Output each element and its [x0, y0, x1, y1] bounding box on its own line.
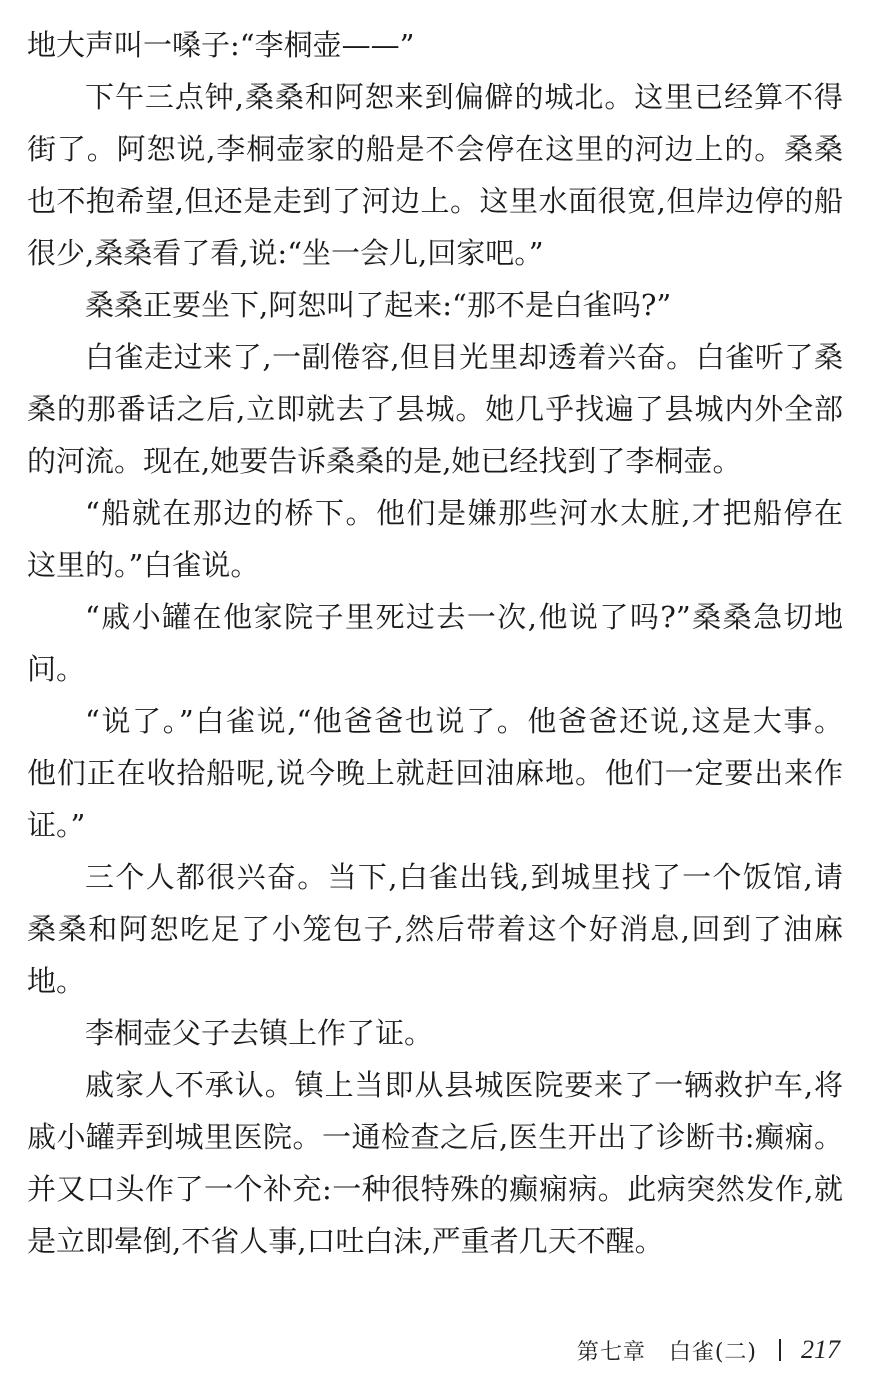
text-line: 桑桑和阿恕吃足了小笼包子,然后带着这个好消息,回到了油麻: [27, 912, 843, 946]
text-line: 并又口头作了一个补充:一种很特殊的癫痫病。此病突然发作,就: [27, 1172, 843, 1206]
text-line: 也不抱希望,但还是走到了河边上。这里水面很宽,但岸边停的船: [27, 184, 843, 218]
text-line: “戚小罐在他家院子里死过去一次,他说了吗?”桑桑急切地: [85, 600, 843, 634]
text-line: 证。”: [27, 808, 86, 842]
text-line: 他们正在收拾船呢,说今晚上就赶回油麻地。他们一定要出来作: [27, 756, 843, 790]
text-line: 街了。阿恕说,李桐壶家的船是不会停在这里的河边上的。桑桑: [27, 132, 843, 166]
footer-divider: [779, 1339, 781, 1361]
text-line: “说了。”白雀说,“他爸爸也说了。他爸爸还说,这是大事。: [85, 704, 843, 738]
text-line: “船就在那边的桥下。他们是嫌那些河水太脏,才把船停在: [85, 496, 843, 530]
text-line: 很少,桑桑看了看,说:“坐一会儿,回家吧。”: [27, 236, 544, 270]
text-line: 戚小罐弄到城里医院。一通检查之后,医生开出了诊断书:癫痫。: [27, 1120, 843, 1154]
text-line: 下午三点钟,桑桑和阿恕来到偏僻的城北。这里已经算不得: [85, 80, 843, 114]
text-line: 白雀走过来了,一副倦容,但目光里却透着兴奋。白雀听了桑: [85, 340, 843, 374]
text-line: 三个人都很兴奋。当下,白雀出钱,到城里找了一个饭馆,请: [85, 860, 843, 894]
text-line: 李桐壶父子去镇上作了证。: [85, 1016, 434, 1050]
text-line: 戚家人不承认。镇上当即从县城医院要来了一辆救护车,将: [85, 1068, 843, 1102]
page-footer: [577, 1330, 840, 1370]
text-line: 桑的那番话之后,立即就去了县城。她几乎找遍了县城内外全部: [27, 392, 843, 426]
text-line: 这里的。”白雀说。: [27, 548, 260, 582]
text-line: 的河流。现在,她要告诉桑桑的是,她已经找到了李桐壶。: [27, 444, 742, 478]
text-line: 地。: [27, 964, 86, 998]
chapter-title: 第七章 白雀(二): [576, 1339, 757, 1365]
text-line: 是立即晕倒,不省人事,口吐白沫,严重者几天不醒。: [27, 1224, 664, 1258]
text-line: 桑桑正要坐下,阿恕叫了起来:“那不是白雀吗?”: [85, 288, 672, 322]
page-number: 217: [801, 1335, 840, 1364]
text-line: 地大声叫一嗓子:“李桐壶——”: [27, 28, 415, 62]
text-line: 问。: [27, 652, 86, 686]
page-body: [27, 22, 843, 1270]
